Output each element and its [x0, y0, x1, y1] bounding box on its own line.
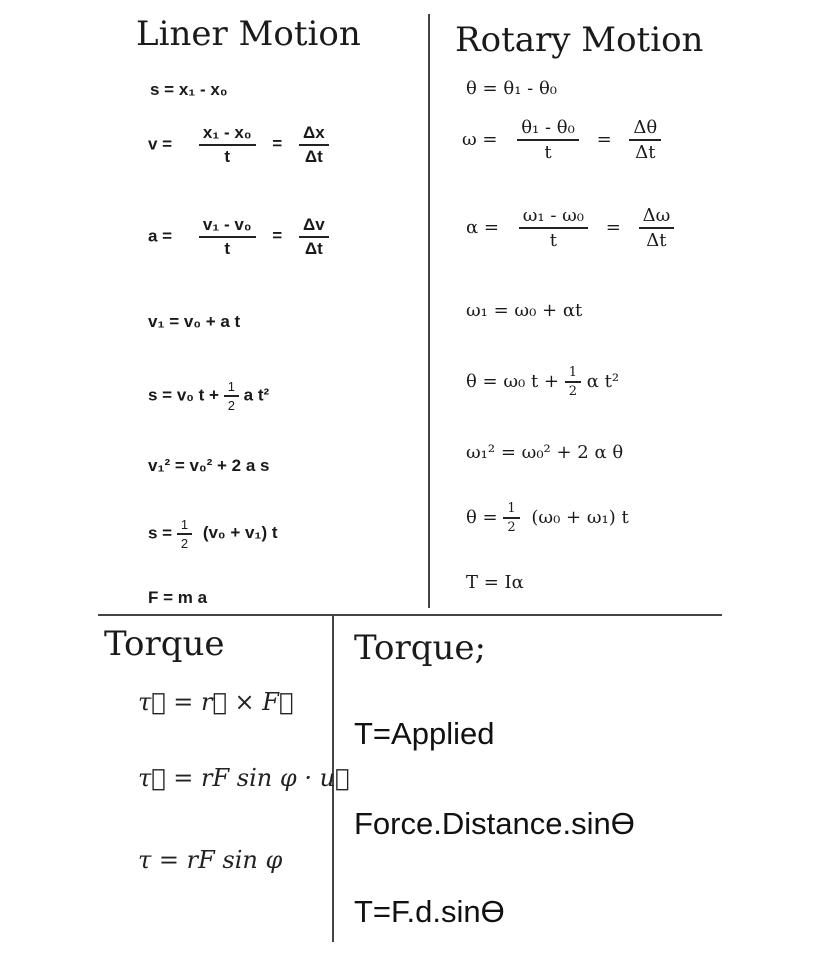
half-den: 2 [227, 398, 235, 413]
angle-time-lhs: θ = ω₀ t + [466, 371, 565, 392]
linear-eq-position [148, 378, 269, 414]
linear-eq-force: F = m a [148, 588, 208, 607]
velocity-equals: = [272, 134, 283, 154]
linear-eq-average [148, 516, 278, 552]
rot-average-lhs: θ = [466, 507, 504, 528]
velocity-denominator: t [224, 147, 231, 166]
angle-time-alpha: α t² [586, 371, 620, 392]
linear-motion-title: Liner Motion [136, 14, 361, 54]
angle-time-half [565, 364, 581, 400]
delta-omega: Δω [639, 204, 675, 229]
delta-t-rot-2: Δt [646, 230, 667, 251]
angvel-denominator: t [544, 142, 552, 163]
position-at2: a t² [243, 385, 270, 405]
angacc-lhs: α = [466, 217, 499, 238]
delta-t-rot: Δt [635, 142, 656, 163]
torque-text-force-distance: Force.Distance.sinϴ [354, 806, 635, 841]
delta-v: Δv [299, 214, 329, 238]
rotary-eq-omega-squared: ω₁² = ω₀² + 2 α θ [466, 442, 624, 463]
rotary-eq-angle-time [466, 364, 619, 400]
angvel-fraction [517, 116, 579, 164]
position-half [224, 378, 239, 414]
torque-right-title: Torque; [354, 628, 486, 668]
angvel-equals: = [596, 129, 612, 150]
horizontal-divider [98, 614, 722, 616]
rotary-eq-angular-acceleration [466, 204, 674, 252]
acceleration-denominator: t [224, 239, 231, 258]
torque-eq-cross: τ⃗ = r⃗ × F⃗ [138, 688, 294, 716]
delta-t: Δt [304, 147, 323, 166]
linear-eq-final-velocity: v₁ = v₀ + a t [148, 312, 241, 331]
rot-half-den: 2 [568, 384, 578, 399]
velocity-fraction [199, 122, 256, 168]
acceleration-lhs: a = [148, 226, 173, 246]
acceleration-equals: = [272, 226, 283, 246]
torque-eq-unit: τ⃗ = rF sin φ · u⃗ [138, 764, 350, 792]
linear-eq-velocity [148, 122, 329, 168]
acceleration-delta-fraction [299, 214, 329, 260]
avg-half-den: 2 [180, 536, 189, 551]
rotary-eq-angle: θ = θ₁ - θ₀ [466, 78, 557, 99]
half-num: 1 [224, 378, 239, 397]
rotary-eq-final-angular-velocity: ω₁ = ω₀ + αt [466, 300, 583, 321]
angvel-lhs: ω = [462, 129, 498, 150]
rotary-eq-average [466, 500, 629, 536]
vertical-divider-top [428, 14, 430, 608]
delta-t-2: Δt [304, 239, 323, 258]
angacc-fraction [519, 204, 588, 252]
average-rhs: (v₀ + v₁) t [202, 523, 278, 543]
rot-avg-half-num: 1 [503, 500, 519, 519]
delta-x: Δx [299, 122, 329, 146]
rot-average-half [503, 500, 519, 536]
torque-text-applied: T=Applied [354, 716, 495, 751]
position-lhs: s = v₀ t + [148, 385, 224, 405]
avg-half-num: 1 [177, 516, 192, 535]
rotary-eq-torque: T = Iα [466, 572, 524, 593]
rot-half-num: 1 [565, 364, 581, 383]
torque-eq-scalar: τ = rF sin φ [138, 846, 283, 874]
angacc-numerator: ω₁ - ω₀ [519, 204, 588, 229]
angacc-delta-fraction [639, 204, 675, 252]
velocity-delta-fraction [299, 122, 329, 168]
linear-eq-velocity-squared: v₁² = v₀² + 2 a s [148, 456, 270, 475]
rot-average-rhs: (ω₀ + ω₁) t [531, 507, 629, 528]
torque-left-title: Torque [104, 624, 225, 664]
velocity-numerator: x₁ - x₀ [199, 122, 256, 146]
angacc-denominator: t [549, 230, 557, 251]
rotary-eq-angular-velocity [462, 116, 661, 164]
rotary-motion-title: Rotary Motion [455, 20, 704, 60]
average-half [177, 516, 192, 552]
angvel-numerator: θ₁ - θ₀ [517, 116, 579, 141]
linear-eq-displacement: s = x₁ - x₀ [150, 80, 228, 99]
acceleration-numerator: v₁ - v₀ [199, 214, 256, 238]
angacc-equals: = [605, 217, 621, 238]
acceleration-fraction [199, 214, 256, 260]
delta-theta: Δθ [629, 116, 661, 141]
torque-text-formula: T=F.d.sinϴ [354, 894, 505, 929]
linear-eq-acceleration [148, 214, 329, 260]
rot-avg-half-den: 2 [507, 520, 516, 535]
angvel-delta-fraction [629, 116, 661, 164]
average-lhs: s = [148, 523, 177, 543]
velocity-lhs: v = [148, 134, 173, 154]
